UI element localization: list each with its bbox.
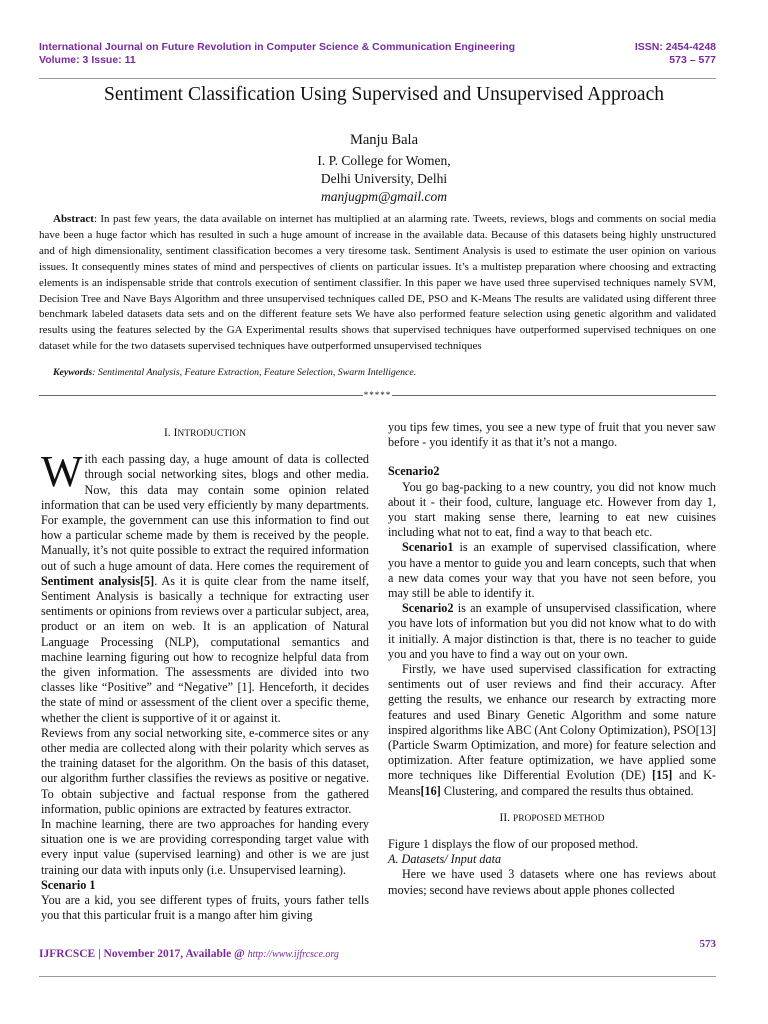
figure-1-text: Figure 1 displays the flow of our proposed method. — [388, 837, 639, 852]
scenario-2-explanation — [388, 601, 716, 662]
section-number: I. — [163, 427, 171, 439]
intro-paragraph-3: In machine learning, there are two approaches for handing every situation one is we are providing corresponding target value with every input value (supervised learning) and other is we are just training our data with inputs only (i.e. Unsupervised learning). — [41, 817, 369, 877]
section-2-title: PROPOSED METHOD — [512, 813, 605, 824]
scenario-1-label: Scenario1 — [402, 540, 454, 555]
keywords-label: Keywords — [53, 367, 93, 378]
volume-issue: Volume: 3 Issue: 11 — [39, 53, 136, 66]
scenario-1-heading: Scenario 1 — [41, 877, 96, 892]
keywords — [39, 366, 716, 378]
scenario-1-text: You are a kid, you see different types of fruits, yours father tells you that this particular fruit is a mango after him giving — [41, 893, 369, 923]
author-affiliation-1: I. P. College for Women, — [317, 153, 451, 168]
abstract-label: Abstract — [53, 213, 94, 225]
footer — [39, 948, 716, 960]
scenario-2-text: You go bag-packing to a new country, you did not know much about it - their food, culture, language etc. However from day 1, you start making sense there, learning to eat new cuisines including what not to eat, find a way to that beach etc. — [388, 479, 716, 540]
section-heading-proposed-method — [388, 811, 716, 827]
journal-name: International Journal on Future Revolution in Computer Science & Communication Engineering — [39, 41, 516, 53]
subsection-datasets: A. Datasets/ Input data — [388, 852, 502, 867]
scenario-2-explanation-text: is an example of unsupervised classification, where you have lots of information but you did not know what to do with it initially. A major distinction is that, there is no teacher to guide you and you have to find a way out on your own. — [388, 601, 716, 661]
scenario-1-continued: you tips few times, you see a new type of fruit that you never saw before - you identify it as that it’s not a mango. — [388, 420, 716, 450]
section-separator — [39, 388, 716, 402]
citation-16: [16] — [420, 783, 441, 798]
separator-line-right — [392, 395, 716, 396]
scenario-2-label: Scenario2 — [402, 601, 454, 616]
paper-title: Sentiment Classification Using Supervised and Unsupervised Approach — [104, 84, 664, 105]
methods-paragraph — [388, 662, 716, 799]
scenario-1-explanation — [388, 540, 716, 601]
abstract — [39, 212, 716, 355]
page-number: 573 — [699, 938, 716, 950]
author-name: Manju Bala — [349, 132, 419, 148]
author-affiliation-2: Delhi University, Delhi — [320, 171, 448, 186]
issn: ISSN: 2454-4248 — [634, 41, 716, 53]
abstract-text: : In past few years, the data available on internet has multiplied at an alarming rate. Tweets, reviews, blogs and comments on social media have been a huge factor which has resulted in such a huge amount of increase in the available data. Because of this datasets being highly unstructured and of high dimensionality, sentiment classification becomes a very tiresome task. Sentiment Analysis is used to estimate the user opinion on various issues. It consequently mines states of mind and perspectives of clients on particular issues. It’s a multistep preparation where choosing and extracting elements is an indispensable stride that controls execution of sentiment classifier. In this paper we have used three supervised techniques namely SVM, Decision Tree and Nave Bays Algorithm and three unsupervised techniques called DE, PSO and K-Means The results are validated using different three benchmark labeled datasets data sets and on the different feature sets We have also performed feature selection using genetic algorithm and validated results using the features selected by the GA Experimental results shows that supervised techniques have outperformed supervised techniques on one dataset while for the two datasets supervised techniques have outperformed unsupervised techniques — [39, 213, 716, 353]
intro-text-1-end: . As it is quite clear from the name itself, Sentiment Analysis is basically a technique for extracting user sentiments or opinions from reviews over a particular subject, area, product or an item on web. It is an application of Natural Language Processing (NLP), computational semantics and machine learning figuring out how to recognize helpful data from the given information. The assessments are divided into two classes like “Positive” and “Negative” [1]. Henceforth, it decides the state of mind or assessment of the client over a specific theme, whether the client is supportive of it or against it. — [41, 573, 370, 725]
separator-stars: ***** — [363, 390, 392, 400]
methods-text-mid: and K-Means — [388, 768, 716, 798]
author-block — [0, 131, 768, 206]
section-title-initial: I — [173, 427, 178, 439]
left-column — [41, 420, 369, 924]
citation-15: [15] — [652, 768, 673, 783]
scenario-1-explanation-text: is an example of supervised classification, where you have a mentor to guide you and learn concepts, such that when a new data comes your way that you have not seen before, you may still be able to identify it. — [388, 540, 716, 601]
footer-text: IJFRCSCE | November 2017, Available @ — [39, 948, 248, 960]
section-title-rest: NTRODUCTION — [177, 429, 247, 439]
methods-text-a: Firstly, we have used supervised classification for extracting sentiments out of user reviews and find their accuracy. After getting the results, we enhance our research by extracting more features and used Binary Genetic Algorithm and some nature inspired algorithms like ABC (Ant Colony Optimization), PSO[13] (Particle Swarm Optimization, and more) for feature selection and optimization. After feature optimization, we have applied some more techniques like Differential Evolution (DE) — [388, 662, 716, 783]
journal-header — [39, 41, 716, 66]
intro-paragraph-1 — [41, 447, 370, 726]
author-email[interactable]: manjugpm@gmail.com — [320, 189, 448, 204]
journal-url-link[interactable]: http://www.ijfrcsce.org — [247, 949, 339, 960]
datasets-text: Here we have used 3 datasets where one has reviews about movies; second have reviews about apple phones collected — [388, 867, 716, 897]
separator-line-left — [39, 395, 363, 396]
methods-text-end: Clustering, and compared the results thus obtained. — [440, 783, 694, 798]
page-range: 573 – 577 — [669, 53, 716, 66]
right-column — [388, 420, 716, 898]
footer-rule — [39, 976, 716, 977]
scenario-2-heading: Scenario2 — [388, 464, 440, 479]
header-rule — [39, 78, 716, 79]
keywords-text: : Sentimental Analysis, Feature Extraction, Feature Selection, Swarm Intelligence. — [92, 367, 417, 378]
section-heading-introduction — [41, 426, 369, 442]
sentiment-analysis-ref: Sentiment analysis[5] — [41, 573, 155, 588]
intro-paragraph-2: Reviews from any social networking site, e-commerce sites or any other media are collected along with their polarity which serves as the training dataset for the algorithm. On the basis of this dataset, our algorithm further classifies the reviews as positive or negative. To obtain subjective and factual response from the gathered information, public opinions are extracted by features extractor. — [41, 725, 369, 816]
drop-cap: W — [41, 447, 83, 497]
intro-text-1: ith each passing day, a huge amount of data is collected through social networking sites, blogs and other media. Now, this data may contain some opinion related information that can be used very efficiently by many departments. For example, the government can use this information to find out how a particular scheme made by them is received by the people. Manually, it’s not quite possible to extract the required information out of such a huge amount of data. Here comes the requirement of — [41, 452, 369, 573]
section-2-number: II. — [499, 811, 511, 824]
